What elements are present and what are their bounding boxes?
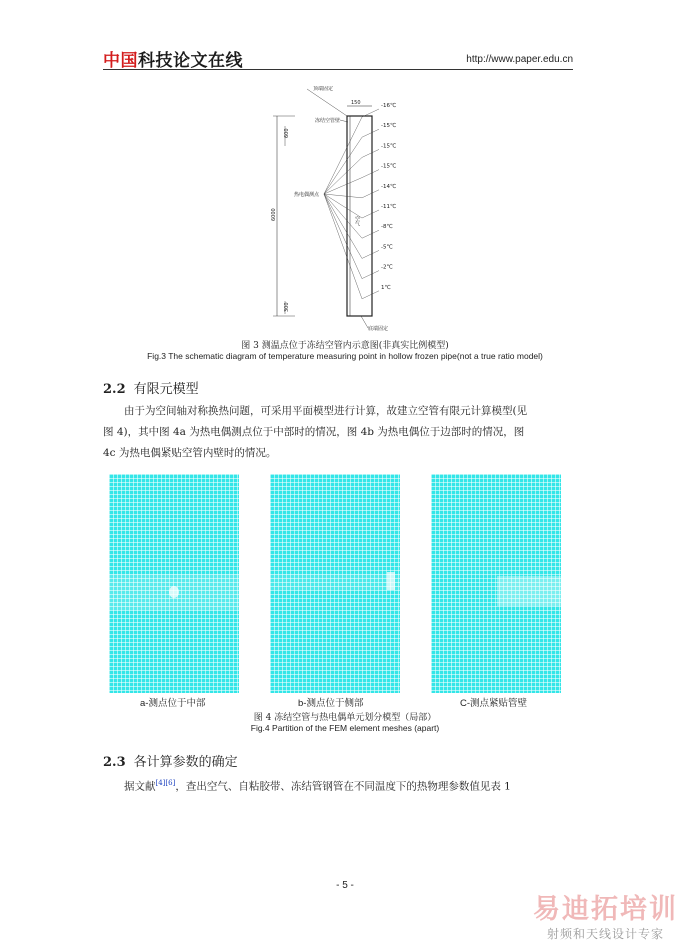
para-line: 4c 为热电偶紧贴空管内壁时的情况。 (103, 447, 277, 459)
fig3-pipe-label: 冻结空管壁 (315, 118, 341, 124)
section-title: 有限元模型 (133, 382, 199, 397)
para-prefix: 据文献 (124, 780, 156, 793)
fig3-top-clamp-label: 顶端固定 (313, 86, 334, 92)
journal-logo (103, 46, 243, 71)
fig3-temp-label: -15℃ (381, 143, 397, 150)
watermark-title: 易迪拓培训 (533, 894, 678, 925)
section-title: 各计算参数的确定 (133, 755, 238, 770)
section-2-2-heading (103, 378, 199, 397)
fig3-air-label: 空气 (354, 216, 360, 226)
page-header (103, 44, 573, 70)
fig3-leader-line (362, 271, 379, 279)
logo-black-text: 科技论文在线 (138, 51, 243, 71)
section-number: 2.3 (103, 755, 126, 770)
fig3-leader-line (324, 194, 362, 258)
header-divider (103, 69, 573, 70)
fig3-leader-line (324, 157, 362, 194)
fig3-leader-line (324, 194, 362, 279)
fig3-leader-line (324, 137, 362, 194)
para-text: ，查出空气、自粘胶带、冻结管钢管在不同温度下的热物理参数值见表 1 (175, 780, 511, 793)
fig3-spacing-top: 600 (284, 128, 290, 138)
fig3-bottom-clamp-label: 底端固定 (368, 326, 389, 332)
fig3-spacing-bottom: 300 (284, 302, 290, 312)
fig3-leader-line (324, 194, 362, 218)
fig3-temp-label: -16℃ (381, 103, 397, 109)
mesh-a-label: a-测点位于中部 (140, 698, 206, 709)
mesh-b-label: b-测点位于侧部 (298, 698, 364, 709)
fig3-leader-line (362, 170, 379, 178)
site-url[interactable]: http://www.paper.edu.cn (466, 54, 573, 65)
fig3-thermocouple-label: 热电偶测点 (294, 192, 320, 198)
section-2-3-paragraph (103, 773, 573, 798)
mesh-c-label: C-测点紧贴管壁 (460, 698, 528, 709)
figure-4-caption-cn: 图 4 冻结空管与热电偶单元划分模型（局部） (253, 713, 437, 723)
fig3-temp-label: -5℃ (381, 244, 393, 251)
fig3-temp-label: -8℃ (381, 224, 393, 231)
mesh-b-image (270, 474, 400, 693)
figure-3-caption-en: Fig.3 The schematic diagram of temperature measuring point in hollow frozen pipe(not a true ratio model) (147, 351, 543, 361)
section-2-2-paragraph (103, 401, 573, 464)
fig3-temp-label: -11℃ (381, 204, 397, 210)
section-2-3-heading (103, 751, 238, 770)
watermark-subtitle: 射频和天线设计专家 (546, 927, 664, 941)
fig3-leader-line (324, 117, 362, 194)
fig3-leader-line (362, 129, 379, 137)
fig3-leader-line (362, 291, 379, 299)
fig3-leader-line (362, 250, 379, 258)
fig3-temp-label: -15℃ (381, 123, 397, 130)
fig3-height-total: 6000 (271, 208, 277, 221)
fig3-temp-label: 1℃ (381, 284, 391, 291)
fig3-leader-line (362, 149, 379, 157)
fig3-leader-line (362, 190, 379, 198)
fig3-temp-label: -15℃ (381, 163, 397, 170)
para-line: 由于为空间轴对称换热问题，可采用平面模型进行计算，故建立空管有限元计算模型(见 (124, 405, 528, 417)
watermark-logo (533, 895, 678, 942)
figure-4-caption-en: Fig.4 Partition of the FEM element meshes (apart) (250, 723, 440, 733)
figure-3-schematic (265, 86, 425, 336)
fig3-leader-line (324, 194, 362, 299)
fig3-temp-label: -2℃ (381, 264, 393, 271)
citation-link[interactable]: [4][6] (155, 779, 176, 787)
para-line: 图 4)，其中图 4a 为热电偶测点位于中部时的情况，图 4b 为热电偶位于边部时的情况，图 (103, 426, 525, 438)
fig3-width-label: 150 (351, 100, 361, 106)
page-number: - 5 - (336, 880, 354, 891)
mesh-c-image (431, 474, 561, 693)
logo-red-text: 中国 (103, 51, 138, 71)
fig3-leader-line (362, 230, 379, 238)
fig3-leader-line (362, 210, 379, 218)
figure-3-caption-cn: 图 3 测温点位于冻结空管内示意图(非真实比例模型) (241, 341, 449, 351)
fig3-temp-label: -14℃ (381, 183, 397, 190)
section-number: 2.2 (103, 382, 126, 397)
fig3-leader-line (324, 194, 362, 198)
mesh-a-image (109, 474, 239, 693)
